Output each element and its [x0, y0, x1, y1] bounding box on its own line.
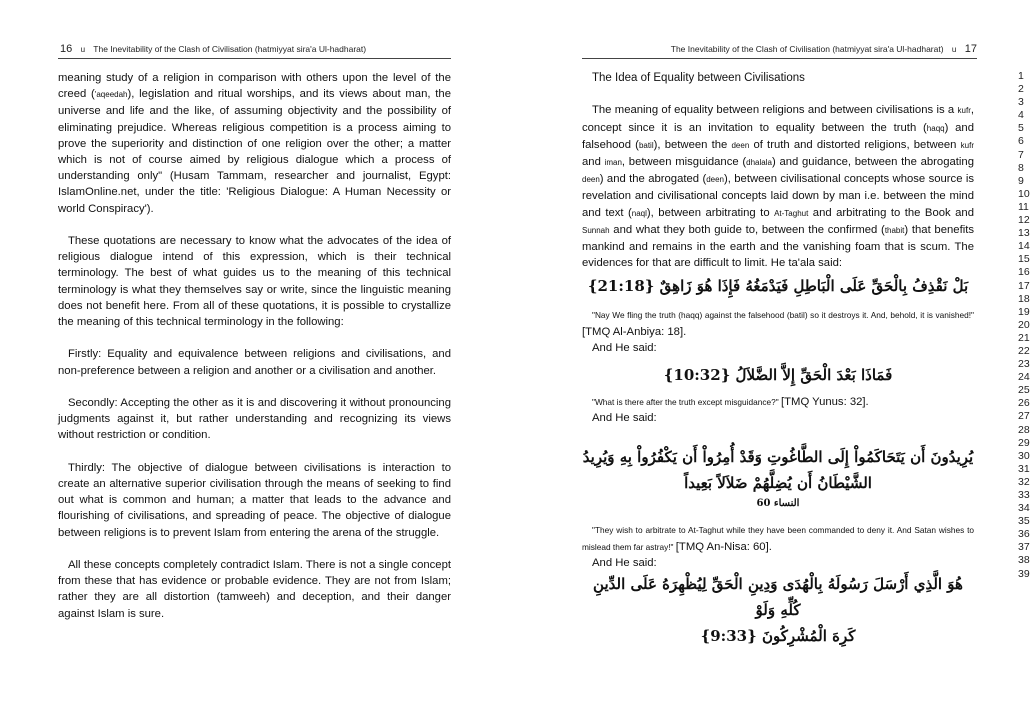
line-number: 22	[1018, 344, 1030, 357]
he-said-1: And He said:	[592, 341, 657, 354]
text-run: ), between arbitrating to	[646, 206, 775, 219]
term: batil	[638, 140, 654, 150]
term: dhalala	[746, 158, 772, 167]
translation-ref: [TMQ Al-Anbiya: 18].	[582, 325, 687, 338]
term: kufr	[960, 140, 974, 150]
text-run: ), between the	[653, 138, 732, 151]
right-header-separator: u	[951, 45, 957, 54]
line-number: 16	[1018, 266, 1030, 279]
text-run: and what they both guide to, between the confirmed (	[609, 223, 885, 236]
line-number: 20	[1018, 318, 1030, 331]
right-page-header	[671, 43, 977, 55]
ayah-nisa-60-line1: يُرِيدُونَ أَن يَتَحَاكَمُواْ إِلَى الطَّاغُوتِ وَقَدْ أُمِرُواْ أَن يَكْفُرُواْ بِهِ وَيُرِيدُ	[582, 448, 974, 467]
text-run: ), legislation and ritual worships, and its views about man, the universe and life and the like, of assuming objectivity and the possibility of eliminating prejudice. Whereas religious competition is a process aiming to prove the superiority and distinction of one religion over the other; a matter which is not of course aimed by religious dialogue which a process of understanding only" (Husam Tammam, researcher and journalist, Egypt: IslamOnline.net, under the title: 'Religious Dialogue: A Human Necessity or world Conspiracy').	[58, 88, 451, 215]
term: At-Taghut	[774, 208, 809, 218]
line-number: 4	[1018, 109, 1024, 122]
line-number: 29	[1018, 436, 1030, 449]
left-page-number: 16	[60, 43, 73, 55]
left-paragraph-2: These quotations are necessary to know what the advocates of the idea of religious dialogue intend of this expression, which is their technical terminology. The best of what guides us to the meaning of this technical terminology is what they themselves say or write, since the linguistic meaning does not benefit here. From all of these quotations, it is possible to crystallize the meaning of this technical terminology in the following:	[58, 235, 451, 329]
left-header-separator: u	[80, 45, 86, 54]
line-number: 30	[1018, 449, 1030, 462]
ayah-tawba-33-line1: هُوَ الَّذِي أَرْسَلَ رَسُولَهُ بِالْهُدَى وَدِينِ الْحَقِّ لِيُظْهِرَهُ عَلَى الدِّينِ كُلِّهِ وَلَوْ	[593, 575, 963, 620]
text-run: and	[582, 156, 605, 168]
line-number-gutter	[1018, 70, 1030, 581]
translation-anbiya	[582, 307, 974, 339]
line-number: 37	[1018, 541, 1030, 554]
line-number: 32	[1018, 475, 1030, 488]
ayah-nisa-60-line2: الشَّيْطَانُ أَن يُضِلَّهُمْ ضَلاَلاً بَعِيداً	[684, 474, 872, 493]
term: naql	[631, 208, 647, 218]
text-run: , between misguidance (	[621, 156, 747, 168]
line-number: 18	[1018, 292, 1030, 305]
right-page-number: 17	[964, 43, 977, 55]
line-number: 35	[1018, 515, 1030, 528]
line-number: 13	[1018, 227, 1030, 240]
left-paragraph-1	[58, 70, 451, 217]
line-number: 14	[1018, 240, 1030, 253]
text-run: of truth and distorted religions, between	[749, 138, 961, 151]
ayah-anbiya-18: بَلْ نَقْذِفُ بِالْحَقِّ عَلَى الْبَاطِلِ فَيَدْمَغُهُ فَإِذَا هُوَ زَاهِقٌ {21:18}	[587, 277, 969, 296]
text-run: The meaning of equality between religions and between civilisations is a	[592, 104, 958, 117]
line-number: 15	[1018, 253, 1030, 266]
right-paragraph-1	[582, 102, 974, 271]
line-number: 7	[1018, 148, 1024, 161]
left-paragraph-4: Secondly: Accepting the other as it is and discovering it without pronouncing judgments against it, but rather understanding and recognizing its views without restriction or condition.	[58, 397, 451, 442]
he-said-3: And He said:	[592, 556, 657, 569]
line-number: 23	[1018, 358, 1030, 371]
left-running-title: The Inevitability of the Clash of Civilisation (hatmiyyat sira'a Ul-hadharat)	[93, 44, 367, 54]
line-number: 25	[1018, 384, 1030, 397]
ayah-yunus-32: فَمَاذَا بَعْدَ الْحَقِّ إِلاَّ الضَّلاَلُ {10:32}	[663, 366, 893, 385]
right-page-body	[582, 70, 974, 649]
translation-text: "They wish to arbitrate to At-Taghut while they have been commanded to deny it. And Satan wishes to mislead them far astray!"	[582, 525, 974, 552]
translation-nisa	[582, 522, 974, 554]
translation-yunus	[582, 394, 974, 410]
text-run: , concept since it is an invitation to equality between the truth (	[582, 104, 974, 134]
right-running-title: The Inevitability of the Clash of Civilisation (hatmiyyat sira'a Ul-hadharat)	[670, 44, 944, 54]
text-run: ), between civilisational concepts whose source is revelation and civilisational concepts laid down by man i.e. between the mind and text (	[582, 173, 974, 219]
term: iman	[604, 158, 622, 167]
line-number: 2	[1018, 83, 1024, 96]
he-said-2: And He said:	[592, 412, 657, 425]
translation-text: "What is there after the truth except misguidance?"	[592, 397, 779, 408]
term: deen	[706, 175, 724, 185]
line-number: 34	[1018, 502, 1030, 515]
right-header-rule	[582, 58, 977, 59]
translation-ref: [TMQ Yunus: 32].	[781, 396, 869, 409]
line-number: 9	[1018, 174, 1024, 187]
line-number: 38	[1018, 554, 1030, 567]
line-number: 3	[1018, 96, 1024, 109]
line-number: 19	[1018, 305, 1030, 318]
line-number: 10	[1018, 187, 1030, 200]
left-page-header	[60, 43, 366, 55]
section-title: The Idea of Equality between Civilisations	[592, 72, 805, 84]
term: deen	[731, 140, 750, 150]
text-run: meaning study of a religion in comparison with others upon the level of the creed (	[58, 72, 451, 101]
line-number: 17	[1018, 279, 1030, 292]
term: thabit	[884, 225, 905, 235]
term-aqeedah: 'aqeedah	[94, 90, 128, 100]
line-number: 26	[1018, 397, 1030, 410]
left-paragraph-5: Thirdly: The objective of dialogue between civilisations is interaction to create an alternative superior civilisation through the means of seeking to find out what is common and human; a matter that leads to the advance and flourishing of civilisations, and spreading of peace. The objective of dialogue between religions is to prevent Islam from entering the arena of the struggle.	[58, 461, 451, 539]
line-number: 21	[1018, 331, 1030, 344]
term: deen	[582, 175, 600, 185]
line-number: 33	[1018, 489, 1030, 501]
translation-text: "Nay We fling the truth (haqq) against the falsehood (batil) so it destroys it. And, behold, it is vanished!"	[592, 310, 974, 321]
ayah-nisa-60-ref: النساء 60	[756, 498, 800, 510]
left-header-rule	[58, 58, 451, 59]
line-number: 39	[1018, 567, 1030, 580]
left-paragraph-6: All these concepts completely contradict Islam. There is not a single concept from these that has evidence or probable evidence. They are not from Islam; rather they are all distortion (tamweeh) and deception, and their danger against Islam is sure.	[58, 559, 451, 620]
ayah-tawba-33-line2: كَرِهَ الْمُشْرِكُونَ {9:33}	[700, 627, 856, 646]
left-paragraph-3: Firstly: Equality and equivalence between religions and civilisations, and non-preference between a religion and another or a civilisation and another.	[58, 348, 451, 377]
text-run: ) that benefits mankind and remains in the earth and the vanishing foam that is scum. The evidences for that are difficult to limit. He ta'ala said:	[582, 223, 974, 270]
line-number: 1	[1018, 70, 1024, 82]
line-number: 24	[1018, 371, 1030, 384]
line-number: 12	[1018, 214, 1030, 227]
translation-ref: [TMQ An-Nisa: 60].	[675, 540, 772, 553]
text-run: ) and guidance, between the abrogating	[771, 156, 974, 168]
term: Sunnah	[582, 225, 610, 235]
text-run: ) and falsehood (	[582, 121, 974, 151]
text-run: and arbitrating to the Book and	[808, 206, 974, 219]
line-number: 11	[1018, 200, 1029, 213]
line-number: 27	[1018, 410, 1030, 423]
line-number: 28	[1018, 423, 1030, 436]
line-number: 36	[1018, 528, 1030, 541]
line-number: 31	[1018, 462, 1030, 475]
term: kufr	[957, 106, 971, 116]
text-run: ) and the abrogated (	[599, 173, 707, 186]
line-number: 8	[1018, 161, 1024, 174]
left-page-body	[58, 70, 451, 638]
line-number: 5	[1018, 122, 1024, 135]
term: haqq	[926, 123, 945, 133]
line-number: 6	[1018, 135, 1024, 148]
